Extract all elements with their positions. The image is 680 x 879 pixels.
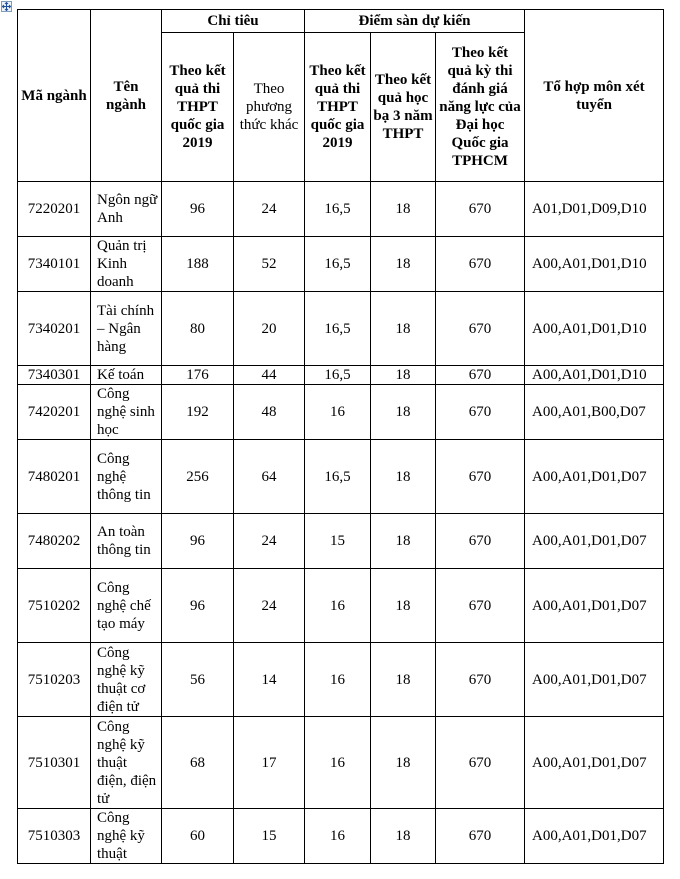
cell-chi-tieu-khac: 64 <box>234 440 305 514</box>
table-row <box>18 717 664 809</box>
cell-chi-tieu-khac: 52 <box>234 237 305 292</box>
cell-diem-hoc-ba: 18 <box>371 237 436 292</box>
cell-to-hop: A00,A01,B00,D07 <box>525 385 664 440</box>
cell-diem-thpt: 16 <box>305 809 371 864</box>
cell-chi-tieu-thpt: 68 <box>162 717 234 809</box>
cell-ma-nganh: 7340301 <box>18 366 91 385</box>
cell-chi-tieu-thpt: 188 <box>162 237 234 292</box>
table-row <box>18 569 664 643</box>
cell-chi-tieu-thpt: 256 <box>162 440 234 514</box>
cell-diem-hoc-ba: 18 <box>371 182 436 237</box>
cell-diem-dgnl: 670 <box>436 440 525 514</box>
table-row <box>18 809 664 864</box>
cell-diem-dgnl: 670 <box>436 292 525 366</box>
cell-diem-thpt: 16,5 <box>305 366 371 385</box>
table-row <box>18 292 664 366</box>
header-chi-tieu-thpt: Theo kết quả thi THPT quốc gia 2019 <box>162 33 234 182</box>
cell-chi-tieu-khac: 17 <box>234 717 305 809</box>
header-diem-hoc-ba: Theo kết quả học bạ 3 năm THPT <box>371 33 436 182</box>
cell-ten-nganh: Công nghệ kỹ thuật điện, điện tử <box>91 717 162 809</box>
cell-ma-nganh: 7510203 <box>18 643 91 717</box>
cell-chi-tieu-khac: 15 <box>234 809 305 864</box>
cell-diem-hoc-ba: 18 <box>371 643 436 717</box>
cell-chi-tieu-thpt: 96 <box>162 569 234 643</box>
cell-diem-dgnl: 670 <box>436 182 525 237</box>
header-diem-dgnl: Theo kết quả kỳ thi đánh giá năng lực của Đại học Quốc gia TPHCM <box>436 33 525 182</box>
cell-ten-nganh: Công nghệ kỹ thuật cơ điện tử <box>91 643 162 717</box>
cell-to-hop: A00,A01,D01,D07 <box>525 514 664 569</box>
header-ma-nganh: Mã ngành <box>18 10 91 182</box>
cell-ma-nganh: 7510301 <box>18 717 91 809</box>
cell-diem-dgnl: 670 <box>436 717 525 809</box>
cell-diem-hoc-ba: 18 <box>371 514 436 569</box>
cell-chi-tieu-khac: 48 <box>234 385 305 440</box>
cell-to-hop: A00,A01,D01,D07 <box>525 717 664 809</box>
cell-ten-nganh: Quản trị Kinh doanh <box>91 237 162 292</box>
cell-ten-nganh: Tài chính – Ngân hàng <box>91 292 162 366</box>
cell-chi-tieu-thpt: 192 <box>162 385 234 440</box>
cell-chi-tieu-thpt: 176 <box>162 366 234 385</box>
cell-ma-nganh: 7220201 <box>18 182 91 237</box>
cell-to-hop: A00,A01,D01,D07 <box>525 569 664 643</box>
cell-chi-tieu-khac: 20 <box>234 292 305 366</box>
cell-ten-nganh: Ngôn ngữ Anh <box>91 182 162 237</box>
cell-ten-nganh: Kế toán <box>91 366 162 385</box>
header-chi-tieu-khac: Theo phương thức khác <box>234 33 305 182</box>
cell-to-hop: A00,A01,D01,D10 <box>525 366 664 385</box>
cell-chi-tieu-khac: 24 <box>234 182 305 237</box>
cell-chi-tieu-khac: 44 <box>234 366 305 385</box>
table-row <box>18 440 664 514</box>
table-row <box>18 385 664 440</box>
cell-diem-thpt: 16 <box>305 569 371 643</box>
cell-chi-tieu-khac: 14 <box>234 643 305 717</box>
header-diem-san: Điểm sàn dự kiến <box>305 10 525 33</box>
cell-diem-thpt: 16,5 <box>305 237 371 292</box>
table-row <box>18 366 664 385</box>
cell-diem-hoc-ba: 18 <box>371 809 436 864</box>
cell-diem-hoc-ba: 18 <box>371 292 436 366</box>
cell-ma-nganh: 7510202 <box>18 569 91 643</box>
cell-chi-tieu-khac: 24 <box>234 569 305 643</box>
cell-diem-dgnl: 670 <box>436 643 525 717</box>
cell-diem-dgnl: 670 <box>436 514 525 569</box>
admission-table <box>17 9 664 864</box>
cell-diem-dgnl: 670 <box>436 569 525 643</box>
table-row <box>18 182 664 237</box>
cell-diem-thpt: 16,5 <box>305 292 371 366</box>
cell-ten-nganh: An toàn thông tin <box>91 514 162 569</box>
cell-ma-nganh: 7510303 <box>18 809 91 864</box>
cell-ten-nganh: Công nghệ sinh học <box>91 385 162 440</box>
cell-diem-hoc-ba: 18 <box>371 569 436 643</box>
cell-chi-tieu-thpt: 96 <box>162 182 234 237</box>
header-chi-tieu: Chỉ tiêu <box>162 10 305 33</box>
cell-ma-nganh: 7480201 <box>18 440 91 514</box>
cell-chi-tieu-khac: 24 <box>234 514 305 569</box>
cell-diem-thpt: 16,5 <box>305 440 371 514</box>
cell-ten-nganh: Công nghệ chế tạo máy <box>91 569 162 643</box>
cell-to-hop: A00,A01,D01,D07 <box>525 643 664 717</box>
cell-chi-tieu-thpt: 56 <box>162 643 234 717</box>
cell-ma-nganh: 7340101 <box>18 237 91 292</box>
cell-diem-hoc-ba: 18 <box>371 366 436 385</box>
cell-to-hop: A00,A01,D01,D10 <box>525 237 664 292</box>
cell-diem-thpt: 15 <box>305 514 371 569</box>
cell-diem-dgnl: 670 <box>436 237 525 292</box>
cell-diem-hoc-ba: 18 <box>371 440 436 514</box>
cell-diem-thpt: 16 <box>305 717 371 809</box>
header-ten-nganh: Tên ngành <box>91 10 162 182</box>
cell-diem-hoc-ba: 18 <box>371 717 436 809</box>
cell-ma-nganh: 7480202 <box>18 514 91 569</box>
cell-chi-tieu-thpt: 60 <box>162 809 234 864</box>
cell-ma-nganh: 7340201 <box>18 292 91 366</box>
cell-to-hop: A00,A01,D01,D07 <box>525 809 664 864</box>
header-to-hop: Tổ hợp môn xét tuyển <box>525 10 664 182</box>
cell-to-hop: A01,D01,D09,D10 <box>525 182 664 237</box>
header-diem-thpt: Theo kết quả thi THPT quốc gia 2019 <box>305 33 371 182</box>
cell-diem-dgnl: 670 <box>436 809 525 864</box>
cell-to-hop: A00,A01,D01,D07 <box>525 440 664 514</box>
cell-to-hop: A00,A01,D01,D10 <box>525 292 664 366</box>
table-row <box>18 237 664 292</box>
table-move-handle-icon[interactable] <box>1 1 12 12</box>
cell-diem-hoc-ba: 18 <box>371 385 436 440</box>
cell-diem-thpt: 16 <box>305 385 371 440</box>
cell-diem-thpt: 16 <box>305 643 371 717</box>
cell-diem-thpt: 16,5 <box>305 182 371 237</box>
cell-ma-nganh: 7420201 <box>18 385 91 440</box>
cell-diem-dgnl: 670 <box>436 366 525 385</box>
cell-diem-dgnl: 670 <box>436 385 525 440</box>
table-row <box>18 514 664 569</box>
cell-ten-nganh: Công nghệ thông tin <box>91 440 162 514</box>
cell-ten-nganh: Công nghệ kỹ thuật <box>91 809 162 864</box>
cell-chi-tieu-thpt: 96 <box>162 514 234 569</box>
table-row <box>18 643 664 717</box>
cell-chi-tieu-thpt: 80 <box>162 292 234 366</box>
